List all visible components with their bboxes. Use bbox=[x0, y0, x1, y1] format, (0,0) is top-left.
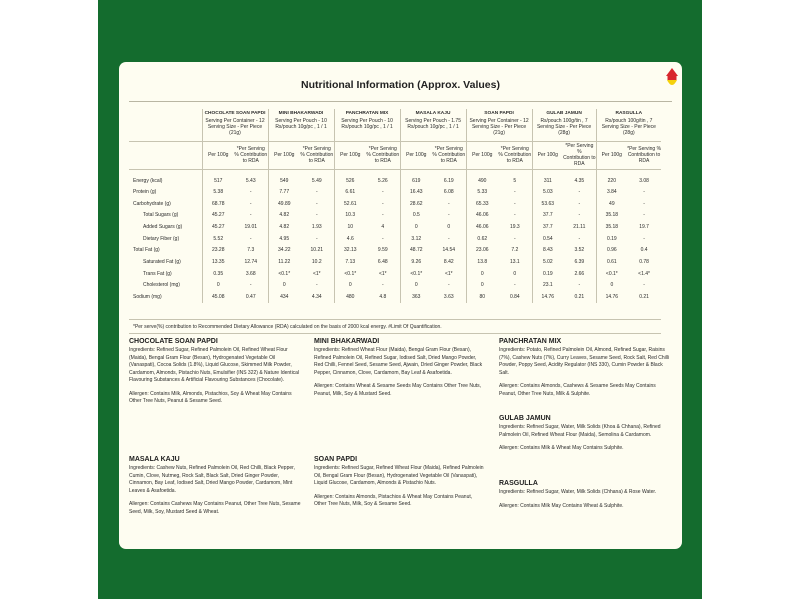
nutrient-value: 46.06 bbox=[466, 221, 498, 233]
serving-size: Rs/pouch 10g/pc , 1 / 1 bbox=[407, 124, 459, 130]
product-name: MASALA KAJU bbox=[415, 111, 451, 116]
table-row bbox=[129, 244, 661, 256]
nutrient-value: - bbox=[643, 212, 645, 219]
nutrient-value: 4.82 bbox=[268, 209, 300, 221]
nutrient-value: 434 bbox=[268, 291, 300, 303]
nutrient-value: 0 bbox=[334, 280, 366, 292]
nutrient-value: 37.7 bbox=[532, 221, 563, 233]
nutrient-value: 0.19 bbox=[532, 268, 563, 280]
table-row bbox=[129, 256, 661, 268]
nutrient-value: - bbox=[578, 235, 581, 242]
serving-info: Serving Per Pouch - 10 bbox=[341, 118, 393, 124]
nutrient-value: - bbox=[315, 235, 318, 242]
product-header-cell bbox=[268, 109, 334, 141]
nutrient-value: 8.42 bbox=[443, 258, 454, 265]
nutrient-value: 19.3 bbox=[509, 223, 520, 230]
ingredients-title: PANCHRATAN MIX bbox=[499, 338, 562, 345]
nutrient-label: Carbohydrate (g) bbox=[133, 200, 171, 207]
per-serving-header: *Per Serving % Contribution to RDA bbox=[498, 141, 532, 169]
table-row bbox=[129, 291, 661, 303]
header-blank-cell bbox=[129, 109, 202, 141]
nutrient-value: 5.03 bbox=[532, 186, 563, 198]
nutrient-value: 14.76 bbox=[596, 291, 627, 303]
serving-info: Rs/pouch 100g/tin , 7 bbox=[540, 118, 588, 124]
per-100g-header: Per 100g bbox=[532, 141, 563, 169]
nutrient-value: 12.74 bbox=[244, 258, 258, 265]
nutrient-value: 549 bbox=[268, 169, 300, 186]
nutrient-value: 0.4 bbox=[640, 247, 648, 254]
nutrient-value: 3.52 bbox=[574, 247, 585, 254]
nutrient-value: 13.35 bbox=[202, 256, 234, 268]
serving-info: Rs/pouch 100g/tin , 7 bbox=[605, 118, 653, 124]
nutrient-value: 0 bbox=[400, 280, 432, 292]
nutrient-value: 0.96 bbox=[596, 244, 627, 256]
per-100g-header: Per 100g bbox=[466, 141, 498, 169]
nutrient-value: 7.2 bbox=[511, 247, 519, 254]
nutrient-value: 37.7 bbox=[532, 209, 563, 221]
nutrient-value: 0.21 bbox=[574, 294, 585, 301]
nutrient-value: - bbox=[578, 200, 581, 207]
nutrient-value: 9.26 bbox=[400, 256, 432, 268]
nutrient-value: 6.48 bbox=[377, 258, 388, 265]
nutrient-label: Saturated Fat (g) bbox=[143, 258, 181, 265]
nutrient-value: 49 bbox=[596, 198, 627, 210]
nutrient-value: 53.63 bbox=[532, 198, 563, 210]
nutrient-value: 0.62 bbox=[466, 233, 498, 245]
nutrient-value: <1* bbox=[444, 270, 453, 277]
nutrient-value: 517 bbox=[202, 169, 234, 186]
nutrient-label: Cholesterol (mg) bbox=[143, 282, 180, 289]
nutrient-value: - bbox=[381, 235, 384, 242]
per-serving-header: *Per Serving % Contribution to RDA bbox=[432, 141, 466, 169]
nutrient-value: 8.43 bbox=[532, 244, 563, 256]
nutrient-value: 6.08 bbox=[443, 188, 454, 195]
nutrient-value: 0.78 bbox=[639, 258, 649, 265]
nutrient-value: 14.76 bbox=[532, 291, 563, 303]
nutrient-value: - bbox=[249, 188, 252, 195]
nutrition-table bbox=[129, 109, 661, 303]
nutrient-value: 3.08 bbox=[627, 169, 661, 186]
nutrient-value: 0.47 bbox=[245, 294, 256, 301]
nutrient-value: - bbox=[315, 200, 318, 207]
nutrient-value: 526 bbox=[334, 169, 366, 186]
table-row bbox=[129, 186, 661, 198]
nutrient-label: Sodium (mg) bbox=[133, 294, 162, 301]
nutrient-value: 0 bbox=[513, 270, 517, 277]
per-100g-header: Per 100g bbox=[268, 141, 300, 169]
serving-size: Serving Size - Per Piece (21g) bbox=[207, 124, 263, 136]
nutrient-value: - bbox=[447, 200, 450, 207]
product-name: SOAN PAPDI bbox=[484, 111, 514, 116]
nutrient-value: - bbox=[513, 188, 516, 195]
nutrient-value: 23.28 bbox=[202, 244, 234, 256]
nutrient-value: 3.12 bbox=[400, 233, 432, 245]
nutrient-value: 13.8 bbox=[466, 256, 498, 268]
product-header-cell bbox=[596, 109, 661, 141]
nutrient-value: - bbox=[643, 200, 645, 207]
nutrient-value: 311 bbox=[532, 169, 563, 186]
ingredients-title: GULAB JAMUN bbox=[499, 415, 551, 422]
product-name: PANCHRATAN MIX bbox=[345, 111, 389, 116]
nutrient-value: 65.33 bbox=[466, 198, 498, 210]
nutrient-value: - bbox=[315, 212, 318, 219]
nutrient-value: - bbox=[249, 200, 252, 207]
nutrient-label: Total Sugars (g) bbox=[143, 212, 179, 219]
nutrient-value: - bbox=[513, 235, 516, 242]
ingredients-title: CHOCOLATE SOAN PAPDI bbox=[129, 338, 218, 345]
nutrient-value: 0.84 bbox=[509, 294, 520, 301]
nutrient-value: 0.35 bbox=[202, 268, 234, 280]
serving-size: Rs/pouch 10g/pc , 1 / 1 bbox=[275, 124, 327, 130]
nutrient-value: 363 bbox=[400, 291, 432, 303]
nutrient-value: 5.02 bbox=[532, 256, 563, 268]
nutrient-value: 13.1 bbox=[509, 258, 520, 265]
nutrient-value: 0.54 bbox=[532, 233, 563, 245]
nutrient-value: 7.13 bbox=[334, 256, 366, 268]
nutrient-value: - bbox=[447, 282, 450, 289]
product-header-row bbox=[129, 109, 661, 141]
nutrient-value: 16.43 bbox=[400, 186, 432, 198]
nutrient-value: 35.18 bbox=[596, 221, 627, 233]
nutrient-value: 10.2 bbox=[311, 258, 322, 265]
nutrient-value: 4.6 bbox=[334, 233, 366, 245]
ingredients-text: Ingredients: Refined Sugar, Refined Palmolein Oil, Refined Wheat Flour (Maida), Bengal Gram Flour (Besan), Hydrogenated Vegetable Oil (Vanaspati), Cocoa Solids (1.8%), Liquid Glucose, Skimmed Milk Powder, Cardamom, Almonds, Pistachio Nuts, Emulsifier (INS 322) & Nature Identical Flavouring Substances & Artificial Flavouring Substances (Chocolate). bbox=[129, 347, 300, 383]
divider bbox=[129, 101, 672, 102]
nutrient-value: 4.35 bbox=[563, 169, 596, 186]
nutrient-value: - bbox=[381, 200, 384, 207]
nutrient-value: 0 bbox=[268, 280, 300, 292]
nutrient-value: 490 bbox=[466, 169, 498, 186]
nutrient-value: <0.1* bbox=[596, 268, 627, 280]
nutrient-value: 0.21 bbox=[639, 294, 649, 301]
ingredients-title: MINI BHAKARWADI bbox=[314, 338, 380, 345]
nutrient-value: - bbox=[381, 188, 384, 195]
per-100g-header: Per 100g bbox=[202, 141, 234, 169]
nutrient-value: 11.22 bbox=[268, 256, 300, 268]
nutrient-value: - bbox=[513, 200, 516, 207]
nutrient-value: <0.1* bbox=[268, 268, 300, 280]
allergen-text: Allergen: Contains Almonds, Cashews & Sesame Seeds May Contains Peanut, Other Tree Nuts, Milk & Sulphite. bbox=[499, 383, 656, 397]
serving-info: Serving Per Container - 12 bbox=[205, 118, 265, 124]
nutrient-value: 4 bbox=[381, 223, 385, 230]
nutrient-value: 5.43 bbox=[234, 169, 268, 186]
nutrient-value: 5.52 bbox=[202, 233, 234, 245]
table-row bbox=[129, 280, 661, 292]
sub-header-blank bbox=[129, 141, 202, 169]
nutrient-value: 10.21 bbox=[310, 247, 324, 254]
nutrient-value: 6.19 bbox=[432, 169, 466, 186]
nutrient-value: - bbox=[643, 188, 645, 195]
nutrient-value: 220 bbox=[596, 169, 627, 186]
nutrient-value: 0.61 bbox=[596, 256, 627, 268]
nutrient-value: 3.68 bbox=[245, 270, 256, 277]
serving-size: Serving Size - Per Piece (28g) bbox=[601, 124, 656, 136]
table-row bbox=[129, 209, 661, 221]
nutrient-label: Dietary Fiber (g) bbox=[143, 235, 180, 242]
nutrient-value: - bbox=[513, 212, 516, 219]
per-100g-header: Per 100g bbox=[400, 141, 432, 169]
nutrient-value: 0.19 bbox=[596, 233, 627, 245]
nutrient-value: 6.39 bbox=[574, 258, 585, 265]
nutrient-value: 45.08 bbox=[202, 291, 234, 303]
product-header-cell bbox=[466, 109, 532, 141]
nutrient-value: 10 bbox=[334, 221, 366, 233]
serving-info: Serving Per Pouch - 1.75 bbox=[405, 118, 461, 124]
table-row bbox=[129, 198, 661, 210]
nutrient-value: 28.62 bbox=[400, 198, 432, 210]
footnote: *Per serve(%) contribution to Recommended Dietary Allowance (RDA) calculated on the basis of 2000 kcal energy. #Limit Of Quantification. bbox=[129, 319, 661, 334]
nutrient-value: 19.01 bbox=[244, 223, 258, 230]
nutrient-value: - bbox=[249, 212, 252, 219]
nutrient-value: - bbox=[249, 235, 252, 242]
per-serving-header: *Per Serving % Contribution to RDA bbox=[627, 141, 661, 169]
allergen-text: Allergen: Contains Almonds, Pistachios & Wheat May Contains Peanut, Other Tree Nuts, Milk, Soy & Sesame Seed. bbox=[314, 493, 473, 507]
ingredients-masala-kaju bbox=[129, 455, 301, 522]
nutrient-value: <1* bbox=[312, 270, 321, 277]
nutrient-value: - bbox=[447, 235, 450, 242]
nutrient-value: 0 bbox=[447, 223, 451, 230]
ingredients-text: Ingredients: Potato, Refined Palmolein Oil, Almond, Refined Sugar, Raisins (7%), Cashew Nuts (7%), Curry Leaves, Sesame Seed, Rock Salt, Red Chilli Powder, Poppy Seed, Acidity Regulator (INS 330), Cumin Powder & Black Salt. bbox=[499, 347, 670, 376]
nutrient-label: Added Sugars (g) bbox=[143, 223, 183, 230]
nutrient-value: 48.72 bbox=[400, 244, 432, 256]
sub-header-row bbox=[129, 141, 661, 169]
nutrient-value: - bbox=[643, 235, 645, 242]
per-serving-header: *Per Serving % Contribution to RDA bbox=[234, 141, 268, 169]
per-serving-header: *Per Serving % Contribution to RDA bbox=[563, 143, 596, 167]
ingredients-rasgulla bbox=[499, 479, 671, 516]
nutrient-value: 5.49 bbox=[300, 169, 334, 186]
per-serving-header: *Per Serving % Contribution to RDA bbox=[366, 141, 400, 169]
nutrient-label: Total Fat (g) bbox=[133, 247, 160, 254]
product-name: MINI BHAKARWADI bbox=[278, 111, 324, 116]
product-name: GULAB JAMUN bbox=[546, 111, 582, 116]
nutrient-value: - bbox=[315, 188, 318, 195]
nutrient-value: - bbox=[513, 282, 516, 289]
nutrient-value: - bbox=[447, 212, 450, 219]
ingredients-panchratan-mix bbox=[499, 337, 671, 404]
nutrient-value: 49.89 bbox=[268, 198, 300, 210]
nutrient-value: 10.3 bbox=[334, 209, 366, 221]
nutrient-value: 4.8 bbox=[379, 294, 387, 301]
product-name: CHOCOLATE SOAN PAPDI bbox=[204, 111, 266, 116]
allergen-text: Allergen: Contains Wheat & Sesame Seeds May Contains Other Tree Nuts, Peanut, Milk, Soy & Mustard Seed. bbox=[314, 383, 482, 397]
nutrient-value: - bbox=[578, 282, 581, 289]
ingredients-mini-bhakarwadi bbox=[314, 337, 486, 404]
nutrient-value: 4.95 bbox=[268, 233, 300, 245]
nutrient-value: 0 bbox=[596, 280, 627, 292]
nutrient-value: 480 bbox=[334, 291, 366, 303]
nutrient-value: 52.61 bbox=[334, 198, 366, 210]
serving-size: Serving Size - Per Piece (28g) bbox=[536, 124, 592, 136]
nutrient-value: 80 bbox=[466, 291, 498, 303]
serving-info: Serving Per Container - 12 bbox=[469, 118, 529, 124]
nutrient-value: - bbox=[249, 282, 252, 289]
nutrient-value: 23.06 bbox=[466, 244, 498, 256]
nutrient-value: - bbox=[315, 282, 318, 289]
ingredients-title: MASALA KAJU bbox=[129, 456, 180, 463]
ingredients-text: Ingredients: Refined Sugar, Water, Milk Solids (Chhana) & Rose Water. bbox=[499, 489, 657, 495]
nutrient-value: 3.63 bbox=[443, 294, 454, 301]
nutrient-value: 45.27 bbox=[202, 209, 234, 221]
nutrient-value: 4.82 bbox=[268, 221, 300, 233]
nutrient-value: <1* bbox=[378, 270, 387, 277]
nutrient-value: 7.77 bbox=[268, 186, 300, 198]
nutrient-value: 5.26 bbox=[366, 169, 400, 186]
nutrient-value: 7.3 bbox=[247, 247, 255, 254]
nutrient-label: Energy (kcal) bbox=[129, 169, 202, 186]
nutrient-value: 23.1 bbox=[532, 280, 563, 292]
ingredients-text: Ingredients: Refined Wheat Flour (Maida), Bengal Gram Flour (Besan), Refined Palmolein Oil, Refined Sugar, Iodised Salt, Dried Mango Powder, Red Chilli, Fennel Seed, Sesame Seed, Ajwain, Dried Ginger Powder, Black Pepper, Cinnamon, Clove, Cardamom, Bay Leaf & Asafoetida. bbox=[314, 347, 483, 376]
allergen-text: Allergen: Contains Cashews May Contains Peanut, Other Tree Nuts, Sesame Seed, Milk, Soy, Mustard Seed & Wheat. bbox=[129, 501, 301, 515]
nutrient-value: 619 bbox=[400, 169, 432, 186]
per-serving-header: *Per Serving % Contribution to RDA bbox=[300, 141, 334, 169]
nutrient-value: 9.59 bbox=[377, 247, 388, 254]
nutrient-value: 0 bbox=[466, 280, 498, 292]
nutrient-value: 19.7 bbox=[639, 223, 649, 230]
nutrient-value: 3.84 bbox=[596, 186, 627, 198]
product-name: RASGULLA bbox=[615, 111, 643, 116]
nutrient-value: 35.18 bbox=[596, 209, 627, 221]
table-row bbox=[129, 233, 661, 245]
ingredients-title: RASGULLA bbox=[499, 480, 538, 487]
nutrient-value: - bbox=[381, 212, 384, 219]
nutrient-value: 2.66 bbox=[574, 270, 585, 277]
product-header-cell bbox=[202, 109, 268, 141]
nutrient-value: 0.5 bbox=[400, 209, 432, 221]
ingredients-chocolate-soan-papdi bbox=[129, 337, 301, 412]
allergen-text: Allergen: Contains Milk May Contains Wheat & Sulphite. bbox=[499, 502, 624, 509]
ingredients-soan-papdi bbox=[314, 455, 486, 515]
nutrient-value: <0.1* bbox=[334, 268, 366, 280]
table-row bbox=[129, 268, 661, 280]
product-header-cell bbox=[532, 109, 596, 141]
ingredients-text: Ingredients: Refined Sugar, Water, Milk Solids (Khoa & Chhana), Refined Palmolein Oil, Refined Wheat Flour (Maida), Semolina & Cardamom. bbox=[499, 424, 661, 438]
table-row bbox=[129, 169, 661, 186]
product-header-cell bbox=[334, 109, 400, 141]
nutrient-value: 4.34 bbox=[311, 294, 322, 301]
nutrient-value: - bbox=[643, 282, 645, 289]
serving-size: Rs/pouch 10g/pc , 1 / 1 bbox=[341, 124, 393, 130]
serving-info: Serving Per Pouch - 10 bbox=[275, 118, 327, 124]
nutrient-value: 5.33 bbox=[466, 186, 498, 198]
nutrient-value: 14.54 bbox=[442, 247, 456, 254]
nutrient-value: 0 bbox=[400, 221, 432, 233]
nutrient-value: 21.11 bbox=[573, 223, 586, 230]
nutrient-value: 46.06 bbox=[466, 209, 498, 221]
nutrition-card bbox=[119, 62, 682, 549]
page-title: Nutritional Information (Approx. Values) bbox=[301, 79, 500, 91]
nutrient-value: 0 bbox=[466, 268, 498, 280]
ingredients-text: Ingredients: Cashew Nuts, Refined Palmolein Oil, Red Chilli, Black Pepper, Cumin, Clove, Nutmeg, Rock Salt, Black Salt, Dried Ginger Powder, Cinnamon, Bay Leaf, Iodised Salt, Dried Mango Powder, Cardamom, Mint Leaves & Asafoetida. bbox=[129, 465, 295, 494]
allergen-text: Allergen: Contains Milk & Wheat May Contains Sulphite. bbox=[499, 445, 624, 451]
allergen-text: Allergen: Contains Milk, Almonds, Pistachios, Soy & Wheat May Contains Other Tree Nuts, Peanut & Sesame Seed. bbox=[129, 390, 292, 404]
nutrient-value: - bbox=[381, 282, 384, 289]
nutrient-value: 1.93 bbox=[311, 223, 322, 230]
product-header-cell bbox=[400, 109, 466, 141]
per-100g-header: Per 100g bbox=[334, 141, 366, 169]
ingredients-gulab-jamun bbox=[499, 414, 671, 459]
nutrient-label: Protein (g) bbox=[133, 188, 157, 195]
nutrient-value: 5 bbox=[498, 169, 532, 186]
nutrient-value: - bbox=[578, 212, 581, 219]
per-100g-header: Per 100g bbox=[596, 141, 627, 169]
nutrient-value: 34.22 bbox=[268, 244, 300, 256]
nutrient-value: <0.1* bbox=[400, 268, 432, 280]
nutrient-value: 5.38 bbox=[202, 186, 234, 198]
nutrient-value: 45.27 bbox=[202, 221, 234, 233]
nutrient-value: 68.78 bbox=[202, 198, 234, 210]
nutrient-value: 32.13 bbox=[334, 244, 366, 256]
ingredients-title: SOAN PAPDI bbox=[314, 456, 358, 463]
table-row bbox=[129, 221, 661, 233]
nutrient-label: Trans Fat (g) bbox=[143, 270, 172, 277]
ingredients-text: Ingredients: Refined Sugar, Refined Wheat Flour (Maida), Refined Palmolein Oil, Bengal Gram Flour (Besan), Hydrogenated Vegetable Oil (Vanaspati), Liquid Glucose, Cardamom, Almonds & Pistachio Nuts. bbox=[314, 465, 484, 486]
nutrient-value: 6.61 bbox=[334, 186, 366, 198]
nutrient-value: - bbox=[578, 188, 581, 195]
nutrient-value: <1.4* bbox=[638, 270, 650, 277]
nutrient-value: 0 bbox=[202, 280, 234, 292]
serving-size: Serving Size - Per Piece (21g) bbox=[471, 124, 527, 136]
